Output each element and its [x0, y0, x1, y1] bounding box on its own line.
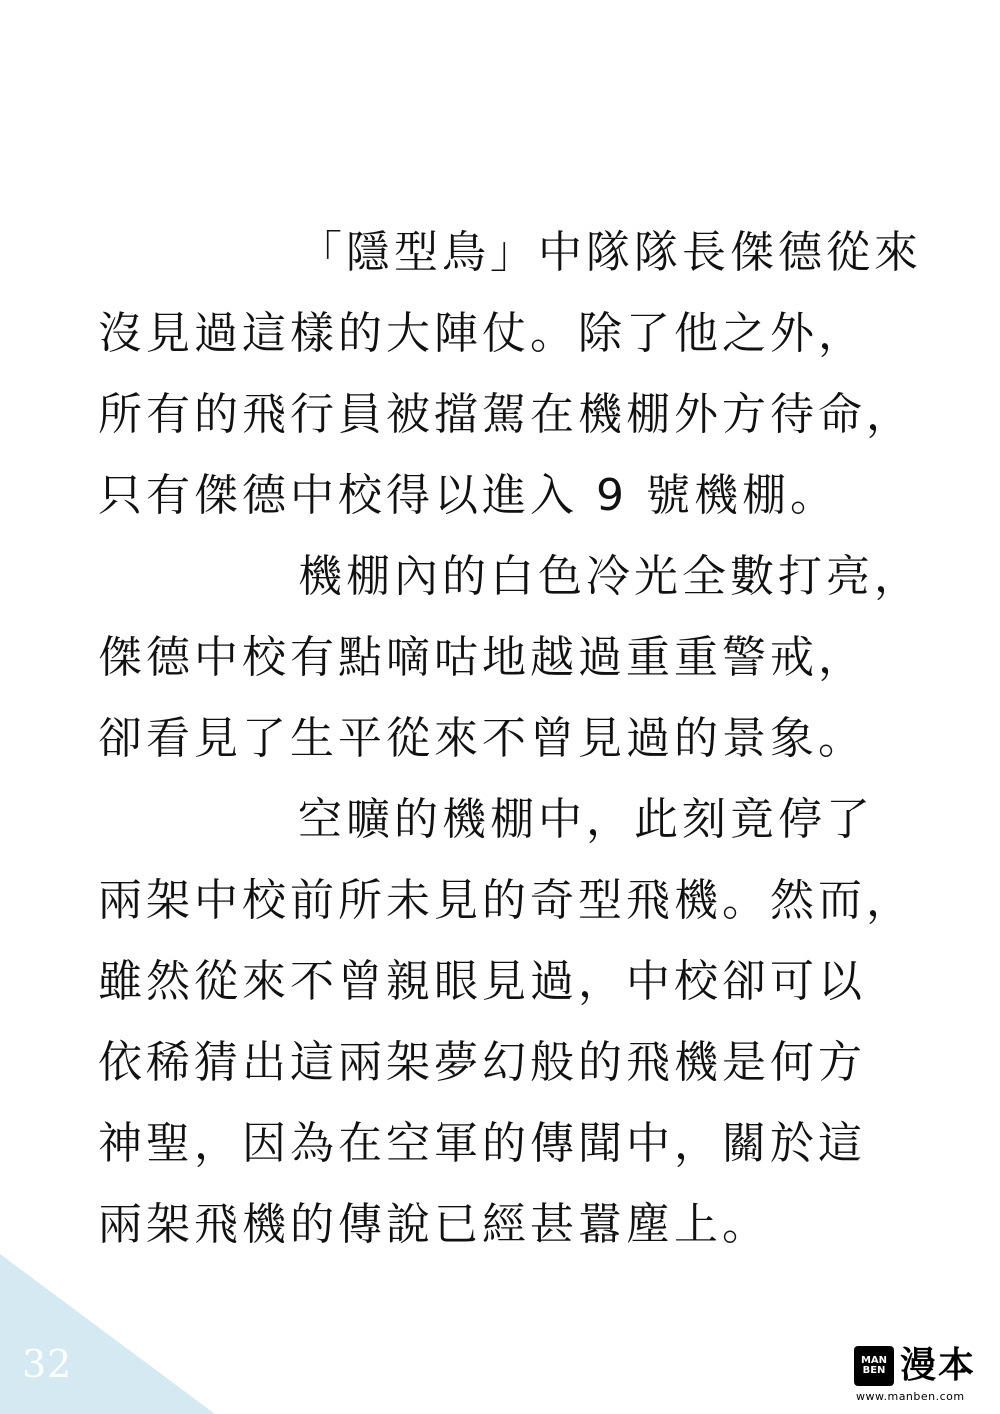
manben-logo-icon: MAN BEN [854, 1346, 894, 1386]
text-line: 機棚內的白色冷光全數打亮， [298, 551, 922, 602]
text-line: 沒見過這樣的大陣仗。除了他之外， [98, 308, 866, 359]
watermark-logo [854, 1346, 990, 1406]
text-line: 兩架中校前所未見的奇型飛機。然而， [98, 875, 914, 926]
paragraph-3 [98, 779, 958, 1265]
text-line: 兩架飛機的傳說已經甚囂塵上。 [98, 1199, 770, 1250]
watermark-name: 漫本 [900, 1345, 977, 1386]
text-line: 「隱型鳥」中隊隊長傑德從來 [298, 227, 922, 278]
corner-decoration [0, 1254, 220, 1414]
body-text [98, 212, 958, 1265]
text-line: 神聖，因為在空軍的傳聞中，關於這 [98, 1118, 866, 1169]
text-line: 依稀猜出這兩架夢幻般的飛機是何方 [98, 1037, 866, 1088]
text-line: 傑德中校有點嘀咕地越過重重警戒， [98, 632, 866, 683]
paragraph-2 [98, 536, 958, 779]
paragraph-1 [98, 212, 958, 536]
page-number: 32 [22, 1342, 73, 1386]
watermark-url: www.manben.com [856, 1390, 965, 1403]
text-line: 雖然從來不曾親眼見過，中校卻可以 [98, 956, 866, 1007]
text-line: 卻看見了生平從來不曾見過的景象。 [98, 713, 866, 764]
text-line: 只有傑德中校得以進入 9 號機棚。 [98, 470, 838, 521]
text-line: 所有的飛行員被擋駕在機棚外方待命， [98, 389, 914, 440]
text-line: 空曠的機棚中，此刻竟停了 [298, 794, 874, 845]
